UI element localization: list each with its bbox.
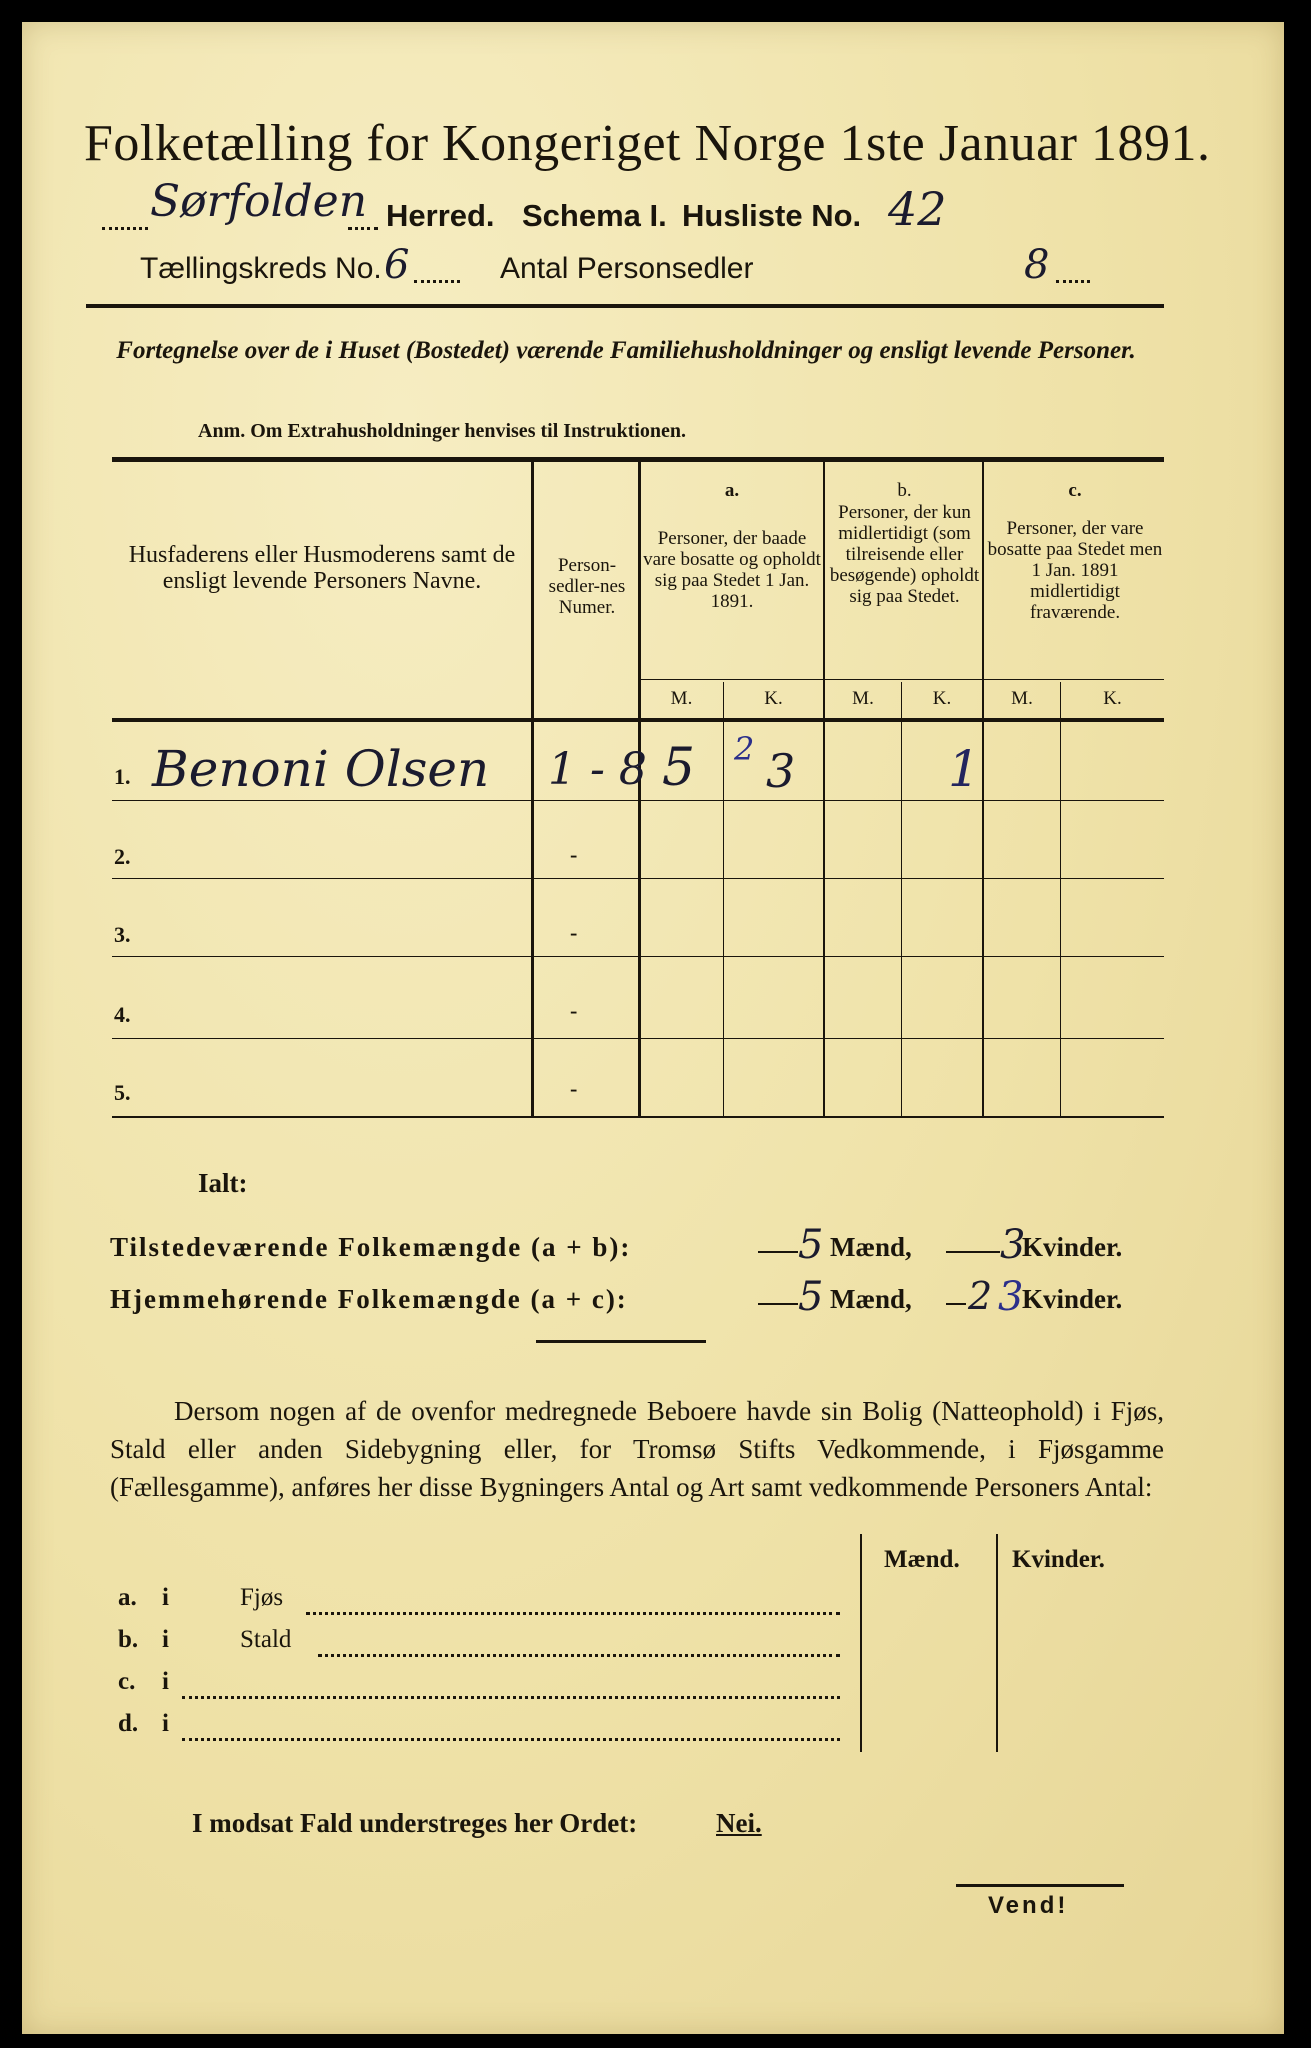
row-5-num: - [570,1076,578,1101]
hjem-m-value: 5 [798,1274,824,1320]
row-1-number: 1. [114,764,131,789]
nei-word: Nei. [716,1808,762,1838]
hjem-k-correction: 2 [968,1274,993,1318]
ob-vline-1 [860,1534,862,1752]
fortegnelse-text: Fortegnelse over de i Huset (Bostedet) værende Familiehusholdninger og ensligt levende Personer. [116,337,1136,364]
table-vline-3 [823,462,825,1116]
a-k-header: K. [764,688,783,709]
row-1-name: Benoni Olsen [152,740,490,798]
row-rule-3 [112,956,1164,957]
herred-value: Sørfolden [150,176,368,227]
a-m-header: M. [670,688,693,709]
hjem-k-line [946,1303,966,1305]
antal-label: Antal Personsedler [500,252,754,285]
row-3-number: 3. [114,922,131,947]
row-5-number: 5. [114,1080,131,1105]
row-1-a-k: 3 [766,744,796,798]
vend-rule [956,1884,1124,1887]
row-rule-2 [112,878,1164,879]
b-k-header: K. [932,688,952,709]
hjemmehorende-label: Hjemmehørende Folkemængde (a + c): [110,1284,628,1314]
col-c-letter: c. [1068,480,1082,501]
ob-row-a-label: Fjøs [240,1584,284,1611]
vend-label: Vend! [988,1892,1069,1919]
schema-label: Schema I. [522,198,667,233]
modsat-text: I modsat Fald understreges her Ordet: [192,1808,638,1838]
kreds-label: Tællingskreds No. [140,252,382,285]
herred-dots-left [102,227,148,230]
ob-row-c-dots [182,1696,840,1699]
form-title: Folketælling for Kongeriget Norge 1ste Januar 1891. [84,115,1211,172]
table-vline-c-mk [1060,682,1061,1116]
col-header-c: Personer, der vare bosatte paa Stedet men 1 Jan. 1891 midlertidigt fraværende. [987,518,1163,623]
tilst-k-value: 3 [1000,1222,1026,1268]
ob-row-d-i: i [162,1710,169,1737]
census-form-page [22,22,1284,2034]
ob-row-a-letter: a. [118,1584,137,1611]
ob-vline-2 [996,1534,998,1752]
tilst-m-value: 5 [798,1222,824,1268]
anm-note: Anm. Om Extrahusholdninger henvises til Instruktionen. [198,420,687,442]
tilstedevaerende-label: Tilstedeværende Folkemængde (a + b): [110,1232,632,1262]
tilst-maend: Mænd, [830,1232,912,1262]
herred-label: Herred. [386,198,495,233]
antal-dots [1056,280,1090,283]
row-4-num: - [570,998,578,1023]
hjem-k-value: 3 [998,1274,1024,1320]
header-rule [86,304,1164,308]
ob-row-b-i: i [162,1626,169,1653]
ob-row-b-dots [318,1654,840,1657]
ob-row-c-i: i [162,1668,169,1695]
ob-row-c-letter: c. [118,1668,136,1695]
row-1-a-k-correction: 2 [734,730,755,768]
row-rule-4 [112,1038,1164,1039]
table-vline-4 [982,462,984,1116]
hjem-maend: Mænd, [830,1284,912,1314]
ob-row-d-letter: d. [118,1710,139,1737]
col-header-a: Personer, der baade vare bosatte og opholdt sig paa Stedet 1 Jan. 1891. [643,528,821,612]
col-header-b: Personer, der kun midlertidigt (som tilreisende eller besøgende) opholdt sig paa Stedet. [829,502,980,607]
herred-dots-right [348,227,378,230]
col-header-num: Person-sedler-nes Numer. [548,555,626,618]
kreds-dots [414,280,460,283]
husliste-value: 42 [888,182,947,236]
ialt-label: Ialt: [198,1168,248,1198]
row-2-number: 2. [114,844,131,869]
table-bottom-rule [112,1116,1164,1118]
tilst-kvinder: Kvinder. [1022,1232,1123,1262]
row-1-a-m: 5 [662,738,696,798]
col-a-letter: a. [724,480,740,501]
tilst-k-line [946,1251,1000,1253]
col-header-name: Husfaderens eller Husmoderens samt de ensligt levende Personers Navne. [128,542,516,594]
outbuildings-text: Dersom nogen af de ovenfor medregnede Beboere havde sin Bolig (Natteophold) i Fjøs, Stald eller anden Sidebygning eller, for Tromsø Stifts Vedkommende, i Fjøsgamme (Fællesgamme), anføres her disse Bygningers Antal og Art samt vedkommende Personers Antal: [110,1396,1164,1502]
husliste-label: Husliste No. [682,198,862,233]
row-1-num: 1 - 8 [548,744,647,795]
c-m-header: M. [1011,688,1033,709]
c-k-header: K. [1103,688,1122,709]
mid-divider [536,1340,706,1343]
row-rule-1 [112,800,1164,801]
row-4-number: 4. [114,1002,131,1027]
table-vline-1 [531,462,534,1116]
kreds-value: 6 [384,242,410,288]
ob-row-a-i: i [162,1584,169,1611]
mk-top-rule [640,679,1164,680]
table-vline-b-mk [901,682,902,1116]
ob-maend-header: Mænd. [884,1546,960,1573]
ob-kvinder-header: Kvinder. [1012,1546,1105,1573]
hjem-m-line [758,1303,798,1305]
b-m-header: M. [852,688,874,709]
row-2-num: - [570,842,578,867]
table-vline-a-mk [723,682,724,1116]
ob-row-b-label: Stald [240,1626,292,1653]
ob-row-b-letter: b. [118,1626,139,1653]
hjem-kvinder: Kvinder. [1022,1284,1123,1314]
row-1-b-k: 1 [948,740,980,798]
antal-value: 8 [1024,242,1050,288]
ob-row-d-dots [182,1738,840,1741]
row-3-num: - [570,920,578,945]
tilst-m-line [758,1251,798,1253]
col-b-letter: b. [897,480,912,501]
ob-row-a-dots [306,1612,840,1615]
